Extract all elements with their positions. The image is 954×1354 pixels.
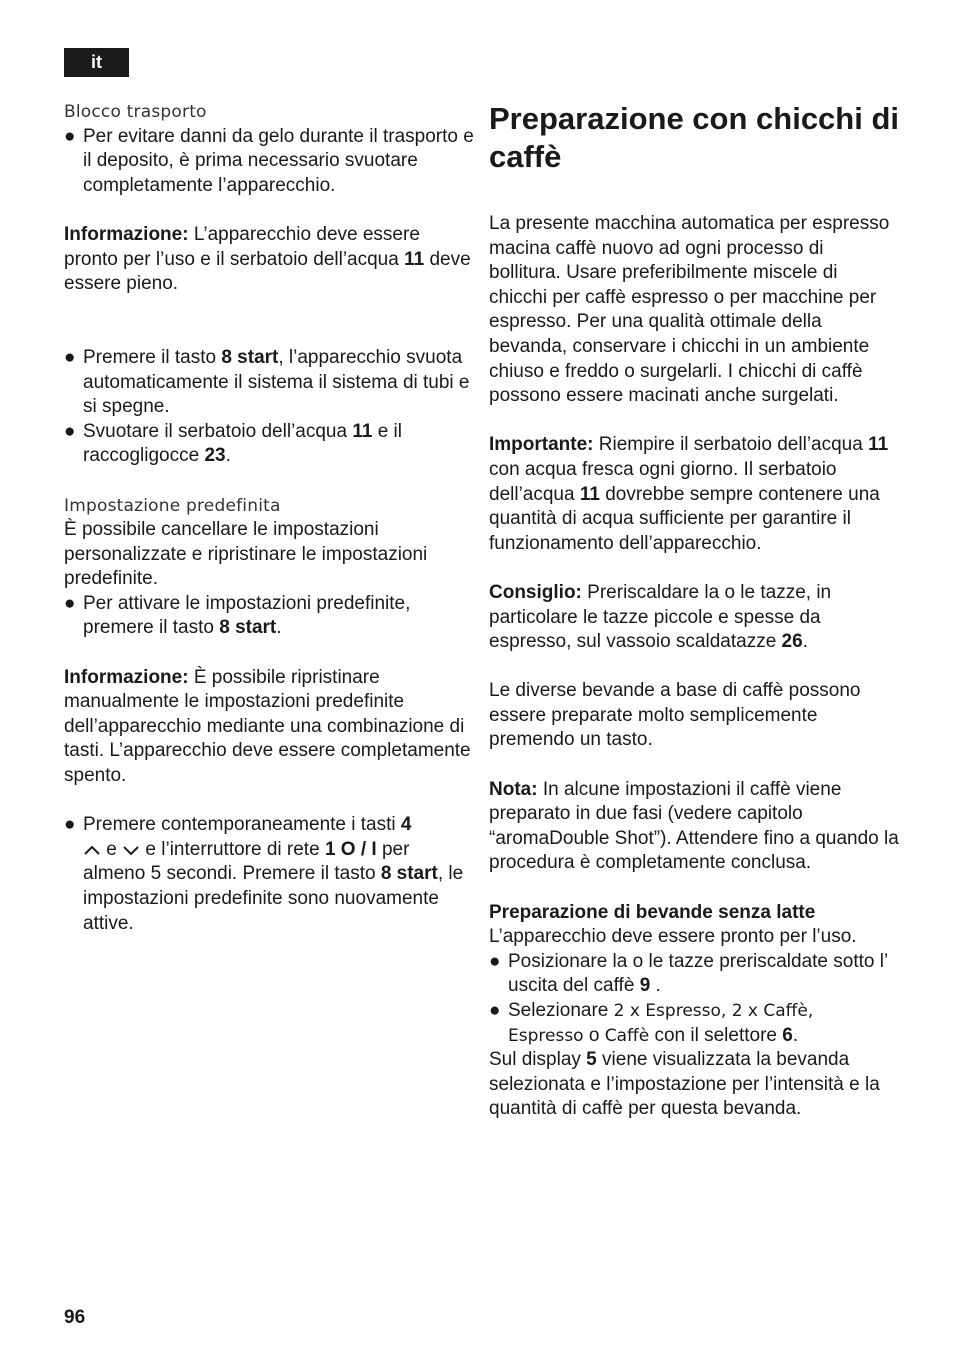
list-item-text: Per attivare le impostazioni predefinite, premere il tasto [83, 592, 411, 639]
page-number: 96 [64, 1307, 86, 1328]
ref-number: 8 start [221, 346, 279, 368]
prep-paragraph: L’apparecchio deve essere pronto per l’uso. [489, 926, 857, 948]
ref-number: 11 [579, 483, 600, 505]
drinks-paragraph: Le diverse bevande a base di caffè possono essere preparate molto semplicemente premendo un tasto. [489, 680, 861, 751]
display-text: Caffè [604, 1025, 650, 1046]
tip-paragraph [489, 581, 899, 655]
section-title-transport: Blocco trasporto [64, 102, 207, 122]
ref-number: 23 [204, 445, 226, 467]
page-title: Preparazione con chicchi di caffè [489, 101, 900, 174]
list-item-text: . [792, 1024, 799, 1046]
info-paragraph [64, 223, 474, 297]
bullet-icon: ● [489, 1000, 501, 1021]
note-label: Nota: [489, 778, 538, 800]
list-item-text: , le impostazioni predefinite sono nuovamente attive. [83, 863, 464, 934]
list-item-text: e [101, 838, 123, 860]
paragraph-text: . [802, 631, 808, 653]
paragraph-text: con acqua fresca ogni giorno. Il serbatoio dell’acqua [489, 458, 837, 505]
important-paragraph [489, 433, 899, 556]
paragraph-text: dovrebbe sempre contenere una quantità di acqua sufficiente per garantire il funzionamento dell’apparecchio. [489, 483, 880, 554]
chevron-down-icon [122, 844, 140, 856]
bullet-icon: ● [64, 346, 76, 368]
list-item-text: con il selettore [649, 1024, 783, 1046]
paragraph-text: viene visualizzata la bevanda selezionata e l’impostazione per l’intensità e la quantità di caffè per questa bevanda. [489, 1049, 880, 1120]
bullet-icon: ● [64, 125, 76, 147]
list-item-text: Premere il tasto [83, 346, 222, 368]
language-tag: it [64, 48, 129, 77]
list-item-text: . [225, 445, 231, 467]
paragraph-text: Riempire il serbatoio dell’acqua [593, 434, 869, 456]
list-item-text: per almeno 5 secondi. Premere il tasto [83, 838, 410, 885]
chevron-up-icon [83, 844, 101, 856]
note-paragraph [489, 778, 899, 876]
ref-number: 9 [639, 975, 651, 997]
switch-label: 1 O / I [324, 838, 377, 860]
info-paragraph [64, 666, 474, 789]
list-item-text: e l’interruttore di rete [140, 838, 325, 860]
tip-label: Consiglio: [489, 581, 582, 603]
list-item-text: Per evitare danni da gelo durante il trasporto e il deposito, è prima necessario svuotare completamente l’apparecchio. [83, 125, 474, 196]
list-item [64, 592, 474, 641]
list-item [64, 125, 474, 199]
paragraph-text: Sul display [489, 1049, 587, 1071]
ref-number: 11 [868, 434, 889, 456]
bullet-icon: ● [64, 592, 76, 614]
info-text: L’apparecchio deve essere pronto per l’uso e il serbatoio dell’acqua [64, 223, 420, 270]
list-item-text: . [276, 617, 282, 639]
bullet-icon: ● [64, 814, 76, 836]
paragraph-text: In alcune impostazioni il caffè viene preparato in due fasi (vedere capitolo “aromaDouble Shot”). Attendere fino a quando la procedura è completamente conclusa. [489, 778, 899, 874]
display-text: 2 x Espresso [613, 1001, 721, 1021]
ref-number: 8 start [219, 617, 277, 639]
important-label: Importante: [489, 434, 594, 456]
list-item [489, 950, 899, 999]
intro-paragraph: La presente macchina automatica per espresso macina caffè nuovo ad ogni processo di bollitura. Usare preferibilmente miscele di chicchi per caffè espresso o per macchine per espresso. Per una qualità ottimale della bevanda, conservare i chicchi in un ambiente chiuso e freddo o surgelarli. I chicchi di caffè possono essere macinati anche surgelati. [489, 213, 890, 407]
list-item [64, 813, 474, 936]
list-item-text: Svuotare il serbatoio dell’acqua [83, 420, 353, 442]
default-paragraph: È possibile cancellare le impostazioni personalizzate e ripristinare le impostazioni predefinite. [64, 519, 428, 590]
ref-number: 11 [404, 248, 425, 270]
section-title-prep [489, 901, 899, 926]
info-text: deve essere pieno. [64, 248, 471, 295]
display-text: , [807, 1001, 814, 1021]
info-text: È possibile ripristinare manualmente le impostazioni predefinite dell’apparecchio mediante una combinazione di tasti. L’apparecchio deve essere completamente spento. [64, 666, 471, 787]
display-paragraph [489, 1048, 899, 1122]
list-item-text: Premere contemporaneamente i tasti [83, 814, 401, 836]
ref-number: 26 [781, 631, 803, 653]
list-item-text: Posizionare la o le tazze preriscaldate sotto l’ uscita del caffè [508, 950, 888, 997]
display-text: , [720, 1001, 732, 1021]
info-label: Informazione: [64, 666, 189, 688]
list-item-text: . [650, 975, 661, 997]
display-text: Espresso [508, 1025, 584, 1046]
bullet-icon: ● [64, 420, 76, 442]
section-title-default: Impostazione predefinita [64, 495, 281, 516]
ref-number: 11 [352, 420, 373, 442]
ref-number: 4 [400, 814, 412, 836]
list-item-text: , l’apparecchio svuota automaticamente il sistema il sistema di tubi e si spegne. [83, 346, 470, 418]
info-label: Informazione: [64, 223, 189, 245]
list-item-text: o [583, 1024, 605, 1046]
ref-number: 5 [586, 1049, 597, 1071]
right-column [489, 100, 899, 1122]
paragraph-text: Preriscaldare la o le tazze, in particolare le tazze piccole e spesse da espresso, sul vassoio scaldatazze [489, 581, 832, 653]
left-column [64, 100, 474, 936]
bullet-icon: ● [489, 950, 501, 972]
display-text: 2 x Caffè [731, 1001, 808, 1021]
list-item [489, 999, 899, 1048]
prep-title: Preparazione di bevande senza latte [489, 901, 816, 923]
list-item [64, 346, 474, 420]
list-item-text: e il raccogligocce [83, 420, 403, 467]
list-item [64, 420, 474, 469]
list-item-text: Selezionare [508, 1000, 614, 1021]
ref-number: 6 [782, 1024, 793, 1046]
ref-number: 8 start [380, 863, 438, 885]
